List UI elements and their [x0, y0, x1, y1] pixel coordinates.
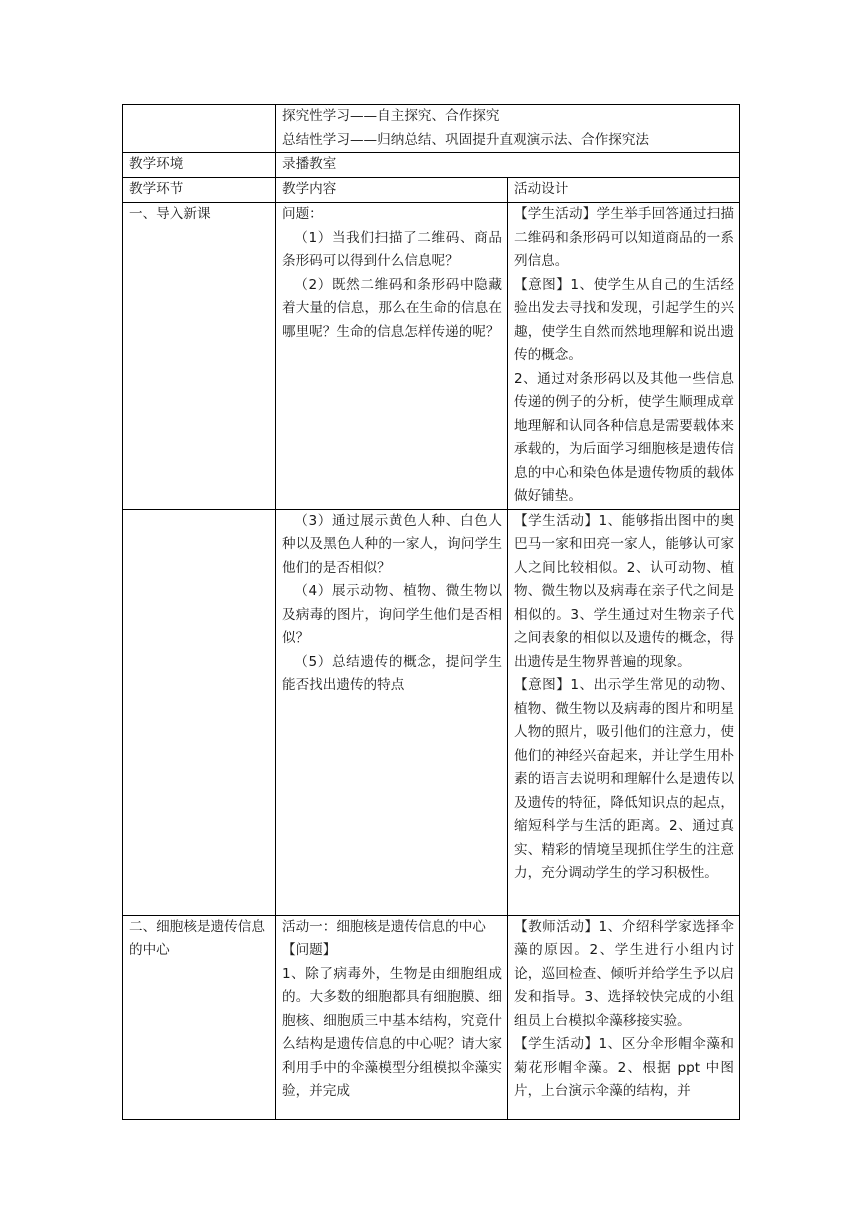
method-line-1: 探究性学习——自主探究、合作探究	[282, 108, 500, 124]
intro2-content-para: （3）通过展示黄色人种、白色人种以及黑色人种的一家人，询问学生他们的是否相似？	[282, 512, 502, 576]
nucleus-content-para: 【问题】	[282, 942, 337, 958]
method-line-2: 总结性学习——归纳总结、巩固提升直观演示法、合作探究法	[282, 131, 650, 148]
nucleus-activity-para: 【教师活动】1、介绍科学家选择伞藻的原因。2、学生进行小组内讨论，巡回检查、倾听并给学生予以启发和指导。3、选择较快完成的小组组员上台模拟伞藻移接实验。	[514, 918, 734, 1029]
header-row	[123, 178, 740, 203]
nucleus-content-para: 1、除了病毒外，生物是由细胞组成的。大多数的细胞都具有细胞膜、细胞核、细胞质三中基本结构，究竟什么结构是遗传信息的中心呢？请大家利用手中的伞藻模型分组模拟伞藻实验，并完成	[282, 965, 502, 1099]
intro-activity	[508, 203, 740, 510]
environment-value: 录播教室	[276, 153, 740, 178]
nucleus-activity-para: 【学生活动】1、区分伞形帽伞藻和菊花形帽伞藻。2、根据 ppt 中图片，上台演示伞藻的结构，并	[514, 1036, 734, 1099]
intro-row-2	[123, 509, 740, 915]
intro-content-para: 问题：	[282, 206, 323, 222]
methods-cell	[276, 105, 740, 153]
methods-row	[123, 105, 740, 153]
intro2-activity-para: 【意图】1、出示学生常见的动物、植物、微生物以及病毒的图片和明星人物的照片，吸引他们的注意力，使他们的神经兴奋起来，并让学生用朴素的语言去说明和理解什么是遗传以及遗传的特征，降低知识点的起点，缩短科学与生活的距离。2、通过真实、精彩的情境呈现抓住学生的注意力，充分调动学生的学习积极性。	[514, 677, 734, 881]
nucleus-row	[123, 915, 740, 1119]
methods-stage-cell	[123, 105, 276, 153]
nucleus-stage: 二、细胞核是遗传信息的中心	[123, 915, 276, 1119]
intro-content	[276, 203, 508, 510]
intro2-activity-para: 【学生活动】1、能够指出图中的奥巴马一家和田亮一家人，能够认可家人之间比较相似。2、认可动物、植物、微生物以及病毒在亲子代之间是相似的。3、学生通过对生物亲子代之间表象的相似以及遗传的概念，得出遗传是生物界普遍的现象。	[514, 512, 734, 670]
environment-row	[123, 153, 740, 178]
intro-activity-para: 2、通过对条形码以及其他一些信息传递的例子的分析，使学生顺理成章地理解和认同各种信息是需要载体来承载的，为后面学习细胞核是遗传信息的中心和染色体是遗传物质的载体做好铺垫。	[514, 370, 734, 504]
intro-activity-para: 【意图】1、使学生从自己的生活经验出发去寻找和发现，引起学生的兴趣，使学生自然而然地理解和说出遗传的概念。	[514, 276, 734, 363]
intro2-content-para: （5）总结遗传的概念，提问学生能否找出遗传的特点	[282, 653, 502, 693]
intro2-content-para: （4）展示动物、植物、微生物以及病毒的图片，询问学生他们是否相似？	[282, 583, 502, 646]
intro2-activity	[508, 509, 740, 915]
header-activity: 活动设计	[508, 178, 740, 203]
intro-content-para: （1）当我们扫描了二维码、商品条形码可以得到什么信息呢？	[282, 229, 502, 269]
intro2-content	[276, 509, 508, 915]
intro-row	[123, 203, 740, 510]
nucleus-activity	[508, 915, 740, 1119]
intro2-stage	[123, 509, 276, 915]
header-content: 教学内容	[276, 178, 508, 203]
nucleus-content-para: 活动一：细胞核是遗传信息的中心	[282, 918, 486, 935]
lesson-plan-table	[122, 104, 740, 1120]
intro-stage: 一、导入新课	[123, 203, 276, 510]
intro-activity-para: 【学生活动】学生举手回答通过扫描二维码和条形码可以知道商品的一系列信息。	[514, 206, 734, 269]
nucleus-content	[276, 915, 508, 1119]
header-stage: 教学环节	[123, 178, 276, 203]
intro-content-para: （2）既然二维码和条形码中隐藏着大量的信息，那么在生命的信息在哪里呢？生命的信息怎样传递的呢？	[282, 276, 502, 340]
environment-label: 教学环境	[123, 153, 276, 178]
